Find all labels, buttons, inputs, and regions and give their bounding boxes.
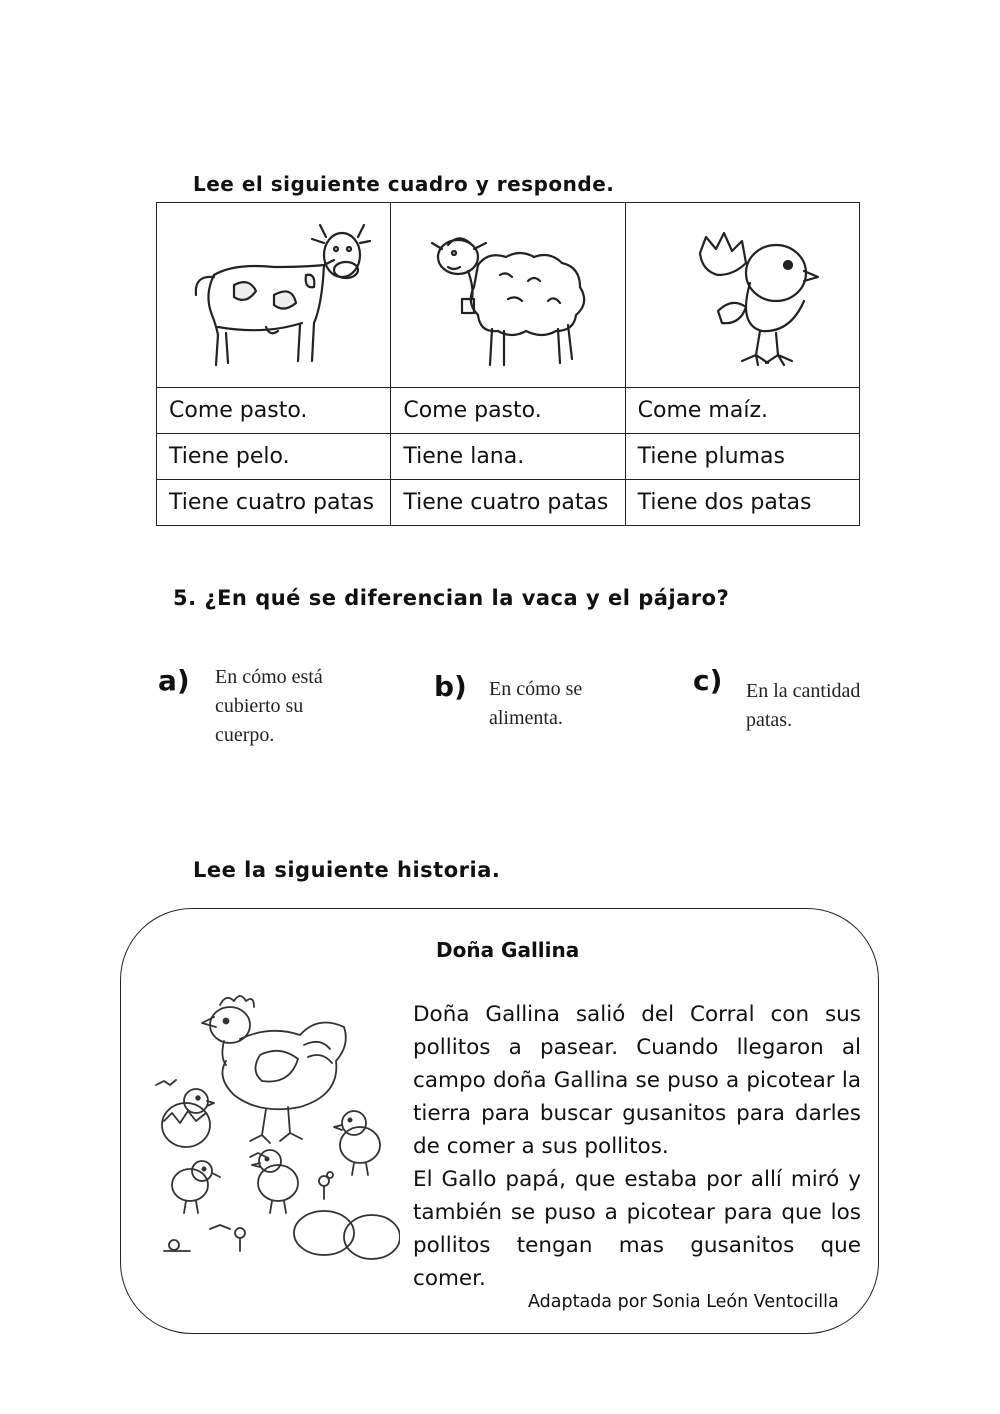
option-c-letter[interactable]: c): [693, 664, 723, 697]
option-c-text[interactable]: En la cantidad patas.: [746, 680, 861, 731]
story-instruction-heading: Lee la siguiente historia.: [193, 858, 501, 882]
sheep-fact-legs: Tiene cuatro patas: [391, 480, 625, 526]
animal-comparison-table: [156, 202, 860, 526]
table-instruction-heading: Lee el siguiente cuadro y responde.: [193, 172, 615, 196]
sheep-icon: [408, 215, 608, 375]
bird-cell: [625, 203, 859, 388]
bird-fact-legs: Tiene dos patas: [625, 480, 859, 526]
story-title: Doña Gallina: [436, 938, 580, 962]
cow-fact-legs: Tiene cuatro patas: [157, 480, 391, 526]
sheep-fact-diet: Come pasto.: [391, 388, 625, 434]
bird-icon: [642, 215, 842, 375]
cow-cell: [157, 203, 391, 388]
bird-fact-diet: Come maíz.: [625, 388, 859, 434]
option-b-letter[interactable]: b): [434, 670, 467, 703]
story-paragraph-2: El Gallo papá, que estaba por allí miró y también se puso a picotear para que los pollitos tengan mas gusanitos que comer.: [413, 1167, 861, 1291]
cow-fact-covering: Tiene pelo.: [157, 434, 391, 480]
story-credit: Adaptada por Sonia León Ventocilla: [528, 1292, 839, 1312]
question-5-text: 5. ¿En qué se diferencian la vaca y el pájaro?: [173, 586, 730, 610]
hen-and-chicks-illustration: [150, 985, 400, 1265]
sheep-cell: [391, 203, 625, 388]
option-a-text[interactable]: En cómo está cubierto su cuerpo.: [215, 666, 323, 746]
option-a-letter[interactable]: a): [158, 664, 190, 697]
story-paragraph-1: Doña Gallina salió del Corral con sus pollitos a pasear. Cuando llegaron al campo doña Gallina se puso a picotear la tierra para buscar gusanitos para darles de comer a sus pollitos.: [413, 1002, 861, 1159]
option-b-text[interactable]: En cómo se alimenta.: [489, 678, 583, 729]
story-body: [413, 998, 861, 1295]
cow-fact-diet: Come pasto.: [157, 388, 391, 434]
sheep-fact-covering: Tiene lana.: [391, 434, 625, 480]
cow-icon: [174, 215, 374, 375]
bird-fact-covering: Tiene plumas: [625, 434, 859, 480]
